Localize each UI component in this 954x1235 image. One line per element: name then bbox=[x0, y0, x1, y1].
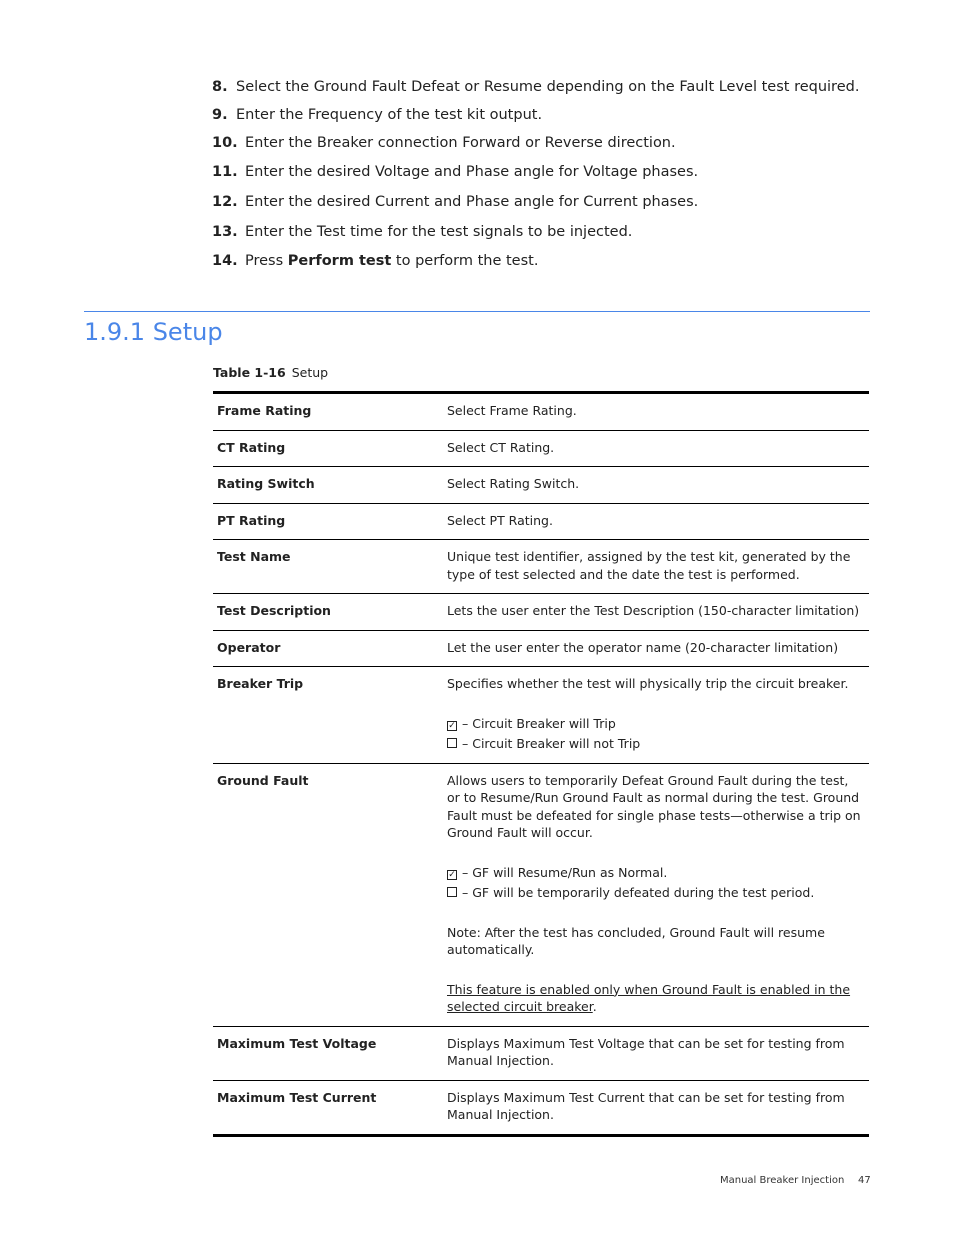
table-row: Breaker Trip Specifies whether the test will physically trip the circuit breaker. ✓ – Circuit Breaker will Trip – Circuit Breaker will not Trip bbox=[213, 667, 869, 764]
step-13: 13. Enter the Test time for the test signals to be injected. bbox=[212, 224, 633, 240]
perform-test-label: Perform test bbox=[287, 253, 392, 269]
procedure-steps bbox=[212, 78, 872, 280]
section-title: 1.9.1 Setup bbox=[84, 318, 223, 346]
table-row: CT Rating Select CT Rating. bbox=[213, 430, 869, 467]
table-row: Test Description Lets the user enter the Test Description (150-character limitation) bbox=[213, 594, 869, 631]
section-divider bbox=[84, 311, 870, 312]
table-row: Rating Switch Select Rating Switch. bbox=[213, 467, 869, 504]
ground-fault-note: Note: After the test has concluded, Ground Fault will resume automatically. bbox=[447, 924, 825, 957]
ground-fault-availability-note: This feature is enabled only when Ground Fault is enabled in the selected circuit breaker bbox=[447, 981, 851, 1014]
table-row: Frame Rating Select Frame Rating. bbox=[217, 403, 577, 418]
unchecked-box-icon bbox=[447, 887, 457, 897]
footer-title: Manual Breaker Injection bbox=[720, 1175, 845, 1186]
table-row: Maximum Test Current Displays Maximum Test Current that can be set for testing from Manual Injection. bbox=[213, 1080, 869, 1135]
step-12: 12. Enter the desired Current and Phase angle for Current phases. bbox=[212, 194, 699, 210]
setup-table bbox=[213, 391, 869, 1137]
step-11: 11. Enter the desired Voltage and Phase angle for Voltage phases. bbox=[212, 164, 699, 180]
table-row: Operator Let the user enter the operator name (20-character limitation) bbox=[213, 630, 869, 667]
table-row: Ground Fault Allows users to temporarily Defeat Ground Fault during the test, or to Resume/Run Ground Fault as normal during the test. Ground Fault must be defeated for single phase tests—otherwise a trip on Ground Fault will occur. ✓ – GF will Resume/Run as Normal. – GF will be temporarily defeated during the test period. Note: After the test has concluded, Ground Fault will resume automatically. This feature is enabled only when Ground Fault is enabled in the selected circuit breaker. bbox=[213, 763, 869, 1026]
page-number: 47 bbox=[858, 1175, 871, 1186]
step-14: 14. Press Perform test to perform the test. bbox=[212, 253, 539, 269]
step-10: 10. Enter the Breaker connection Forward or Reverse direction. bbox=[212, 135, 676, 151]
table-row: Maximum Test Voltage Displays Maximum Test Voltage that can be set for testing from Manual Injection. bbox=[213, 1026, 869, 1080]
table-caption bbox=[213, 365, 328, 380]
unchecked-box-icon bbox=[447, 738, 457, 748]
step-8: 8. Select the Ground Fault Defeat or Resume depending on the Fault Level test required. bbox=[212, 79, 860, 95]
table-row: Test Name Unique test identifier, assigned by the test kit, generated by the type of test selected and the date the test is performed. bbox=[213, 540, 869, 594]
table-caption-label: Table 1-16 bbox=[213, 365, 286, 380]
checked-box-icon: ✓ bbox=[448, 720, 456, 731]
step-9: 9. Enter the Frequency of the test kit output. bbox=[212, 107, 543, 123]
checked-box-icon: ✓ bbox=[448, 869, 456, 880]
table-caption-text: Setup bbox=[291, 365, 329, 380]
table-row: PT Rating Select PT Rating. bbox=[213, 503, 869, 540]
